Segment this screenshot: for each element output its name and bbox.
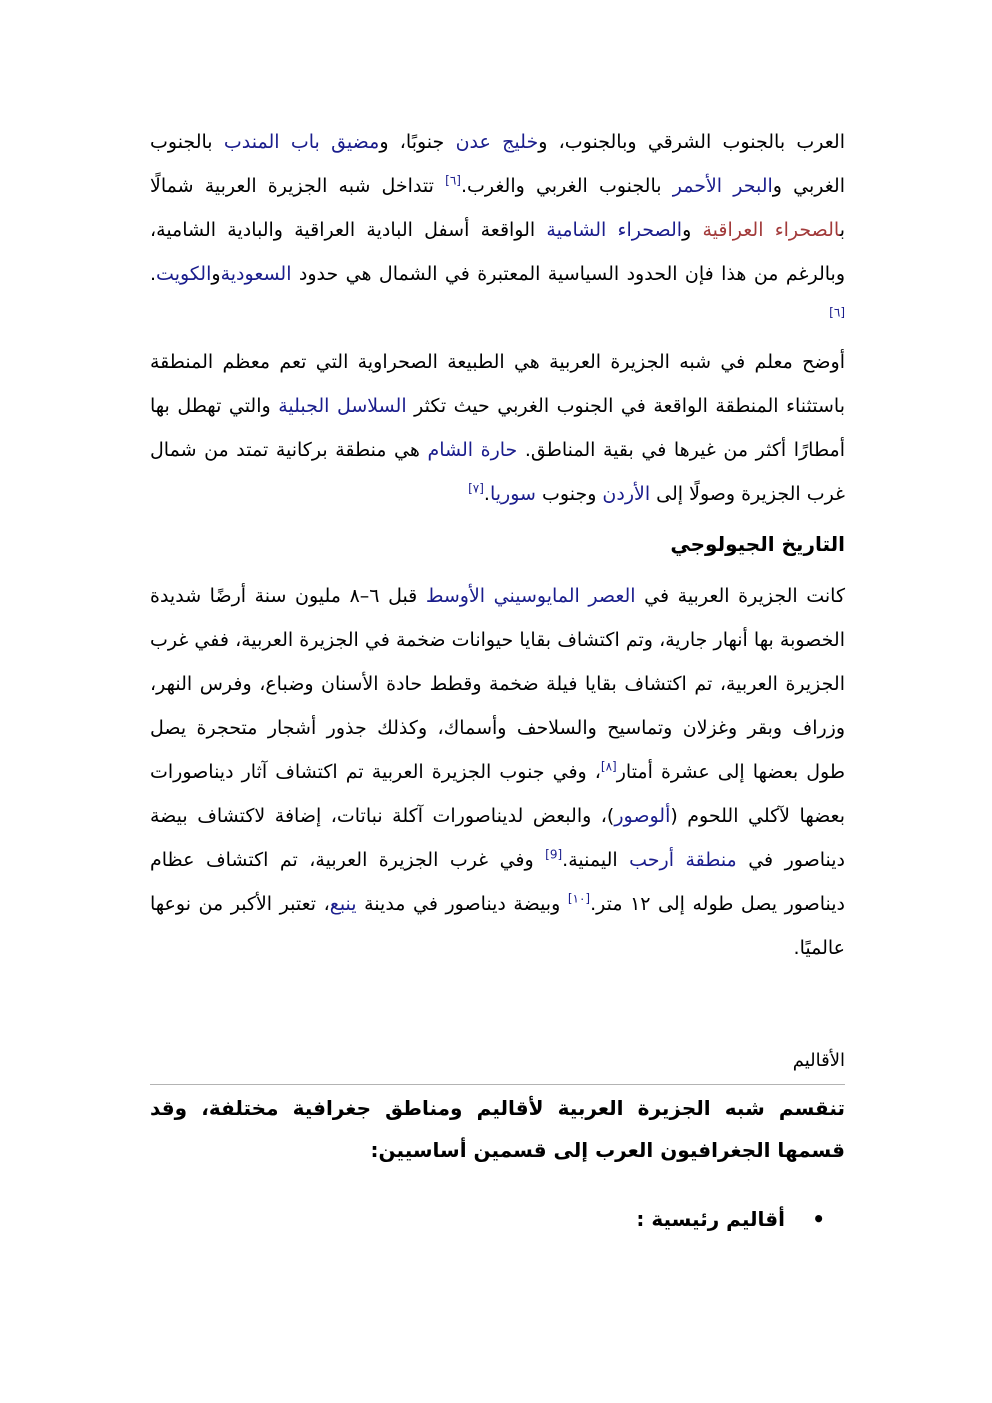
reference-9[interactable]: [9] bbox=[545, 847, 563, 862]
link-middle-miocene[interactable]: العصر المايوسيني الأوسط bbox=[425, 585, 636, 607]
paragraph-geological-history bbox=[150, 574, 845, 970]
text-run: ، وفي جنوب الجزيرة العربية تم اكتشاف آثار ديناصورات بعضها لآكلي اللحوم ( bbox=[150, 761, 846, 827]
link-yanbu[interactable]: ينبع bbox=[329, 893, 357, 915]
text-run: وفي غرب الجزيرة العربية، تم اكتشاف عظام ديناصور يصل طوله إلى ١٢ متر. bbox=[150, 849, 846, 915]
reference-7[interactable]: [٧] bbox=[468, 481, 484, 496]
list-item bbox=[150, 1199, 825, 1239]
text-run: ، تعتبر الأكبر من نوعها عالميًا. bbox=[150, 893, 845, 959]
text-run: أوضح معلم في شبه الجزيرة العربية هي الطبيعة الصحراوية التي تعم معظم المنطقة باستثناء المنطقة الواقعة في الجنوب الغربي حيث تكثر bbox=[150, 351, 846, 417]
heading-geological-history: التاريخ الجيولوجي bbox=[670, 532, 845, 556]
text-run: قبل ٦–٨ مليون سنة أرضًا شديدة الخصوبة بها أنهار جارية، وتم اكتشاف بقايا حيوانات ضخمة في الجزيرة العربية، ففي غرب الجزيرة العربية، تم اكتشاف بقايا فيلة ضخمة وقطط حادة الأسنان وضباع، وفرس النهر، وزراف وبقر وغزلان وتماسيح والسلاحف وأسماك، وكذلك جذور أشجار متحجرة يصل طول بعضها إلى عشرة أمتار bbox=[150, 585, 845, 783]
text-run: والتي تهطل بها أمطارًا أكثر من غيرها في بقية المناطق. bbox=[150, 395, 846, 461]
text-run: بالجنوب الغربي و bbox=[150, 131, 845, 197]
link-iraqi-desert[interactable]: الصحراء العراقية bbox=[702, 219, 840, 241]
text-run: وجنوب bbox=[535, 483, 603, 505]
reference-6[interactable]: [٦] bbox=[445, 173, 461, 188]
heading-regions: الأقاليم bbox=[150, 1046, 845, 1085]
text-run: هي منطقة بركانية تمتد من شمال غرب الجزيرة وصولًا إلى bbox=[150, 439, 845, 505]
link-red-sea[interactable]: البحر الأحمر bbox=[672, 175, 773, 197]
link-allosaurus[interactable]: ألوصور bbox=[614, 805, 671, 827]
section-gap bbox=[150, 970, 845, 1046]
reference-8[interactable]: [٨] bbox=[600, 759, 617, 774]
text-run: الواقعة أسفل البادية العراقية والبادية الشامية، وبالرغم من هذا فإن الحدود السياسية المعتبرة في الشمال هي حدود bbox=[150, 219, 845, 285]
text-run: و bbox=[682, 219, 703, 241]
link-kuwait[interactable]: الكويت bbox=[156, 263, 212, 285]
reference-10[interactable]: [١٠] bbox=[567, 891, 591, 906]
text-run: . bbox=[483, 483, 490, 505]
link-syrian-desert[interactable]: الصحراء الشامية bbox=[546, 219, 683, 241]
link-jordan[interactable]: الأردن bbox=[602, 483, 651, 505]
link-saudi-arabia[interactable]: السعودية bbox=[220, 263, 292, 285]
link-mountain-ranges[interactable]: السلاسل الجبلية bbox=[278, 395, 407, 417]
regions-list bbox=[150, 1199, 845, 1239]
text-run: تتداخل شبه الجزيرة العربية شمالًا ب bbox=[150, 175, 846, 241]
reference-6b[interactable]: [٦] bbox=[829, 305, 845, 320]
link-syria[interactable]: سوريا bbox=[489, 483, 536, 505]
text-run: جنوبًا، و bbox=[379, 131, 456, 153]
paragraph-regions-intro: تنقسم شبه الجزيرة العربية لأقاليم ومناطق جغرافية مختلفة، وقد قسمها الجغرافيون العرب إلى قسمين أساسيين: bbox=[150, 1096, 845, 1162]
text-run: اليمنية. bbox=[562, 849, 630, 871]
text-run: . bbox=[150, 263, 157, 285]
text-run: و bbox=[211, 263, 221, 285]
bullet-icon: • bbox=[812, 1207, 825, 1231]
text-run: بالجنوب الغربي والغرب. bbox=[460, 175, 673, 197]
text-run: كانت الجزيرة العربية في bbox=[635, 585, 846, 607]
list-item-label: أقاليم رئيسية : bbox=[636, 1207, 785, 1231]
link-bab-el-mandeb[interactable]: مضيق باب المندب bbox=[223, 131, 380, 153]
link-arhab-region[interactable]: منطقة أرحب bbox=[629, 849, 737, 871]
link-gulf-of-aden[interactable]: خليج عدن bbox=[455, 131, 539, 153]
text-run: وبيضة ديناصور في مدينة bbox=[356, 893, 568, 915]
link-harrat-al-sham[interactable]: حارة الشام bbox=[427, 439, 518, 461]
paragraph-desert-nature bbox=[150, 340, 845, 516]
document-page bbox=[150, 120, 845, 1239]
text-run: )، والبعض لديناصورات آكلة نباتات، إضافة لاكتشاف بيضة ديناصور في bbox=[150, 805, 845, 871]
paragraph-geography-borders bbox=[150, 120, 845, 340]
text-run: العرب بالجنوب الشرقي وبالجنوب، و bbox=[538, 131, 846, 153]
